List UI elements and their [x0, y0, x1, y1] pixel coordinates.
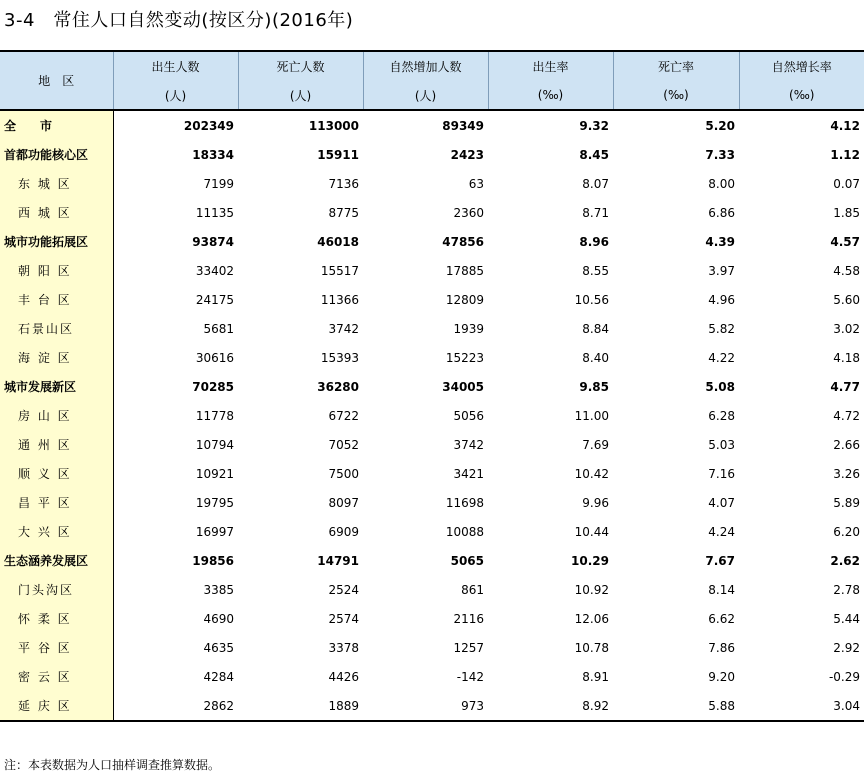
value-cell: 8.91 — [582, 669, 609, 684]
value-cell: 1889 — [238, 691, 363, 721]
value-cell: 11135 — [195, 205, 234, 220]
value-cell: 6.86 — [708, 205, 735, 220]
data-table — [0, 50, 864, 722]
table-row — [0, 256, 864, 285]
value-cell: 12809 — [445, 292, 484, 307]
value-cell: 15223 — [445, 350, 484, 365]
region-name-cell: 朝 阳 区 — [0, 256, 113, 285]
table-row — [0, 604, 864, 633]
value-cell: 6.20 — [833, 524, 860, 539]
value-cell: 4.24 — [708, 524, 735, 539]
value-cell: 93874 — [192, 234, 234, 249]
region-name-cell: 城市功能拓展区 — [0, 227, 113, 256]
column-unit-birth-rate: (‰) — [488, 81, 613, 110]
region-name-cell: 昌 平 区 — [0, 488, 113, 517]
value-cell: 2862 — [113, 691, 238, 721]
table-row — [0, 198, 864, 227]
value-cell: 3.02 — [833, 321, 860, 336]
value-cell: 9.20 — [708, 669, 735, 684]
value-cell: 10.29 — [571, 553, 609, 568]
value-cell: 14791 — [317, 553, 359, 568]
table-row — [0, 575, 864, 604]
table-row — [0, 401, 864, 430]
value-cell: 7136 — [328, 176, 359, 191]
value-cell: 8.07 — [582, 176, 609, 191]
value-cell: -0.29 — [828, 669, 860, 684]
column-header-growth-rate: 自然增长率 — [739, 51, 864, 81]
value-cell: 10.56 — [574, 292, 609, 307]
table-row — [0, 285, 864, 314]
value-cell: 8.55 — [582, 263, 609, 278]
value-cell: 4.22 — [708, 350, 735, 365]
region-name-cell: 密 云 区 — [0, 662, 113, 691]
value-cell: 2360 — [453, 205, 484, 220]
value-cell: 4.58 — [833, 263, 860, 278]
value-cell: 4.12 — [830, 118, 860, 133]
value-cell: 10.44 — [574, 524, 609, 539]
value-cell: 5681 — [203, 321, 234, 336]
value-cell: 18334 — [192, 147, 234, 162]
value-cell: 10088 — [445, 524, 484, 539]
value-cell: 8.92 — [488, 691, 613, 721]
value-cell: 11366 — [320, 292, 359, 307]
value-cell: 2423 — [450, 147, 484, 162]
column-header-births: 出生人数 — [113, 51, 238, 81]
value-cell: 89349 — [442, 118, 484, 133]
value-cell: 5.82 — [708, 321, 735, 336]
value-cell: 10.78 — [574, 640, 609, 655]
value-cell: 5065 — [450, 553, 484, 568]
value-cell: 10.42 — [574, 466, 609, 481]
value-cell: 5.60 — [833, 292, 860, 307]
value-cell: 12.06 — [574, 611, 609, 626]
column-header-natural-increase: 自然增加人数 — [363, 51, 488, 81]
value-cell: 47856 — [442, 234, 484, 249]
region-name-cell: 房 山 区 — [0, 401, 113, 430]
region-name-cell: 东 城 区 — [0, 169, 113, 198]
value-cell: 7.33 — [705, 147, 735, 162]
value-cell: 11778 — [195, 408, 234, 423]
region-name-cell: 门头沟区 — [0, 575, 113, 604]
column-unit-births: (人) — [113, 81, 238, 110]
value-cell: 10794 — [195, 437, 234, 452]
value-cell: 9.32 — [579, 118, 609, 133]
value-cell: 30616 — [195, 350, 234, 365]
value-cell: 19856 — [192, 553, 234, 568]
table-row — [0, 110, 864, 140]
value-cell: 34005 — [442, 379, 484, 394]
value-cell: 8.84 — [582, 321, 609, 336]
value-cell: 8.45 — [579, 147, 609, 162]
region-name-cell: 平 谷 区 — [0, 633, 113, 662]
value-cell: 4.18 — [833, 350, 860, 365]
value-cell: 7199 — [203, 176, 234, 191]
value-cell: 8097 — [328, 495, 359, 510]
value-cell: 8.71 — [582, 205, 609, 220]
value-cell: 3385 — [203, 582, 234, 597]
table-body — [0, 110, 864, 721]
value-cell: 6722 — [328, 408, 359, 423]
value-cell: 9.96 — [582, 495, 609, 510]
value-cell: 5.08 — [705, 379, 735, 394]
column-header-region: 地 区 — [0, 51, 113, 110]
value-cell: 5.03 — [708, 437, 735, 452]
value-cell: 11.00 — [574, 408, 609, 423]
table-row — [0, 227, 864, 256]
value-cell: 4.57 — [830, 234, 860, 249]
table-note: 注：本表数据为人口抽样调查推算数据。 — [4, 758, 221, 772]
column-unit-growth-rate: (‰) — [739, 81, 864, 110]
value-cell: 7.16 — [708, 466, 735, 481]
value-cell: 1257 — [453, 640, 484, 655]
value-cell: 3742 — [328, 321, 359, 336]
value-cell: 8.96 — [579, 234, 609, 249]
value-cell: 3421 — [453, 466, 484, 481]
value-cell: 8775 — [328, 205, 359, 220]
value-cell: 7.69 — [582, 437, 609, 452]
table-row — [0, 372, 864, 401]
value-cell: 15517 — [320, 263, 359, 278]
value-cell: 2524 — [328, 582, 359, 597]
value-cell: 4690 — [203, 611, 234, 626]
value-cell: 7500 — [328, 466, 359, 481]
region-name-cell: 石景山区 — [0, 314, 113, 343]
value-cell: 33402 — [195, 263, 234, 278]
value-cell: 7.86 — [708, 640, 735, 655]
value-cell: 4.72 — [833, 408, 860, 423]
value-cell: 4426 — [328, 669, 359, 684]
column-unit-deaths: (人) — [238, 81, 363, 110]
value-cell: 2.66 — [833, 437, 860, 452]
column-header-birth-rate: 出生率 — [488, 51, 613, 81]
value-cell: 5.89 — [833, 495, 860, 510]
value-cell: 2.92 — [833, 640, 860, 655]
value-cell: 861 — [461, 582, 484, 597]
value-cell: 8.00 — [708, 176, 735, 191]
table-row — [0, 459, 864, 488]
value-cell: 10.92 — [574, 582, 609, 597]
table-row — [0, 517, 864, 546]
table-row — [0, 662, 864, 691]
value-cell: 5.20 — [705, 118, 735, 133]
region-name-cell: 延 庆 区 — [0, 691, 113, 721]
region-name-cell: 顺 义 区 — [0, 459, 113, 488]
column-unit-natural-increase: (人) — [363, 81, 488, 110]
value-cell: 113000 — [308, 118, 359, 133]
column-header-deaths: 死亡人数 — [238, 51, 363, 81]
table-row — [0, 314, 864, 343]
value-cell: 15911 — [317, 147, 359, 162]
region-name-cell: 怀 柔 区 — [0, 604, 113, 633]
region-name-cell: 大 兴 区 — [0, 517, 113, 546]
value-cell: 1.12 — [830, 147, 860, 162]
value-cell: 8.14 — [708, 582, 735, 597]
value-cell: 24175 — [195, 292, 234, 307]
value-cell: 5.44 — [833, 611, 860, 626]
value-cell: 2116 — [453, 611, 484, 626]
value-cell: 8.40 — [582, 350, 609, 365]
page-title: 3-4 常住人口自然变动(按区分)(2016年) — [4, 10, 354, 31]
value-cell: 3.97 — [708, 263, 735, 278]
value-cell: 7.67 — [705, 553, 735, 568]
column-unit-death-rate: (‰) — [613, 81, 739, 110]
region-name-cell: 城市发展新区 — [0, 372, 113, 401]
table-row — [0, 343, 864, 372]
value-cell: 0.07 — [833, 176, 860, 191]
value-cell: 5.88 — [613, 691, 739, 721]
value-cell: 6909 — [328, 524, 359, 539]
value-cell: 3.04 — [739, 691, 864, 721]
column-header-death-rate: 死亡率 — [613, 51, 739, 81]
value-cell: 5056 — [453, 408, 484, 423]
value-cell: 4.07 — [708, 495, 735, 510]
value-cell: 4.39 — [705, 234, 735, 249]
value-cell: 17885 — [445, 263, 484, 278]
region-name-cell: 西 城 区 — [0, 198, 113, 227]
region-name-cell: 海 淀 区 — [0, 343, 113, 372]
region-name-cell: 首都功能核心区 — [0, 140, 113, 169]
value-cell: 11698 — [445, 495, 484, 510]
value-cell: 6.62 — [708, 611, 735, 626]
table-row — [0, 169, 864, 198]
value-cell: 16997 — [195, 524, 234, 539]
value-cell: 2.62 — [830, 553, 860, 568]
table-row — [0, 430, 864, 459]
value-cell: 36280 — [317, 379, 359, 394]
value-cell: 2574 — [328, 611, 359, 626]
value-cell: 202349 — [183, 118, 234, 133]
value-cell: 4.77 — [830, 379, 860, 394]
value-cell: 4284 — [203, 669, 234, 684]
value-cell: 6.28 — [708, 408, 735, 423]
region-name-cell: 全 市 — [0, 110, 113, 140]
value-cell: 1939 — [453, 321, 484, 336]
region-name-cell: 丰 台 区 — [0, 285, 113, 314]
value-cell: 3378 — [328, 640, 359, 655]
value-cell: 1.85 — [833, 205, 860, 220]
table-row — [0, 691, 864, 721]
value-cell: 46018 — [317, 234, 359, 249]
value-cell: 3.26 — [833, 466, 860, 481]
value-cell: 7052 — [328, 437, 359, 452]
value-cell: 10921 — [195, 466, 234, 481]
region-name-cell: 通 州 区 — [0, 430, 113, 459]
table-row — [0, 488, 864, 517]
table-row — [0, 140, 864, 169]
table-row — [0, 546, 864, 575]
value-cell: 2.78 — [833, 582, 860, 597]
value-cell: 3742 — [453, 437, 484, 452]
value-cell: 4635 — [203, 640, 234, 655]
value-cell: 973 — [363, 691, 488, 721]
value-cell: -142 — [456, 669, 484, 684]
value-cell: 70285 — [192, 379, 234, 394]
table-row — [0, 633, 864, 662]
value-cell: 15393 — [320, 350, 359, 365]
value-cell: 9.85 — [579, 379, 609, 394]
value-cell: 4.96 — [708, 292, 735, 307]
region-name-cell: 生态涵养发展区 — [0, 546, 113, 575]
value-cell: 63 — [468, 176, 484, 191]
value-cell: 19795 — [195, 495, 234, 510]
